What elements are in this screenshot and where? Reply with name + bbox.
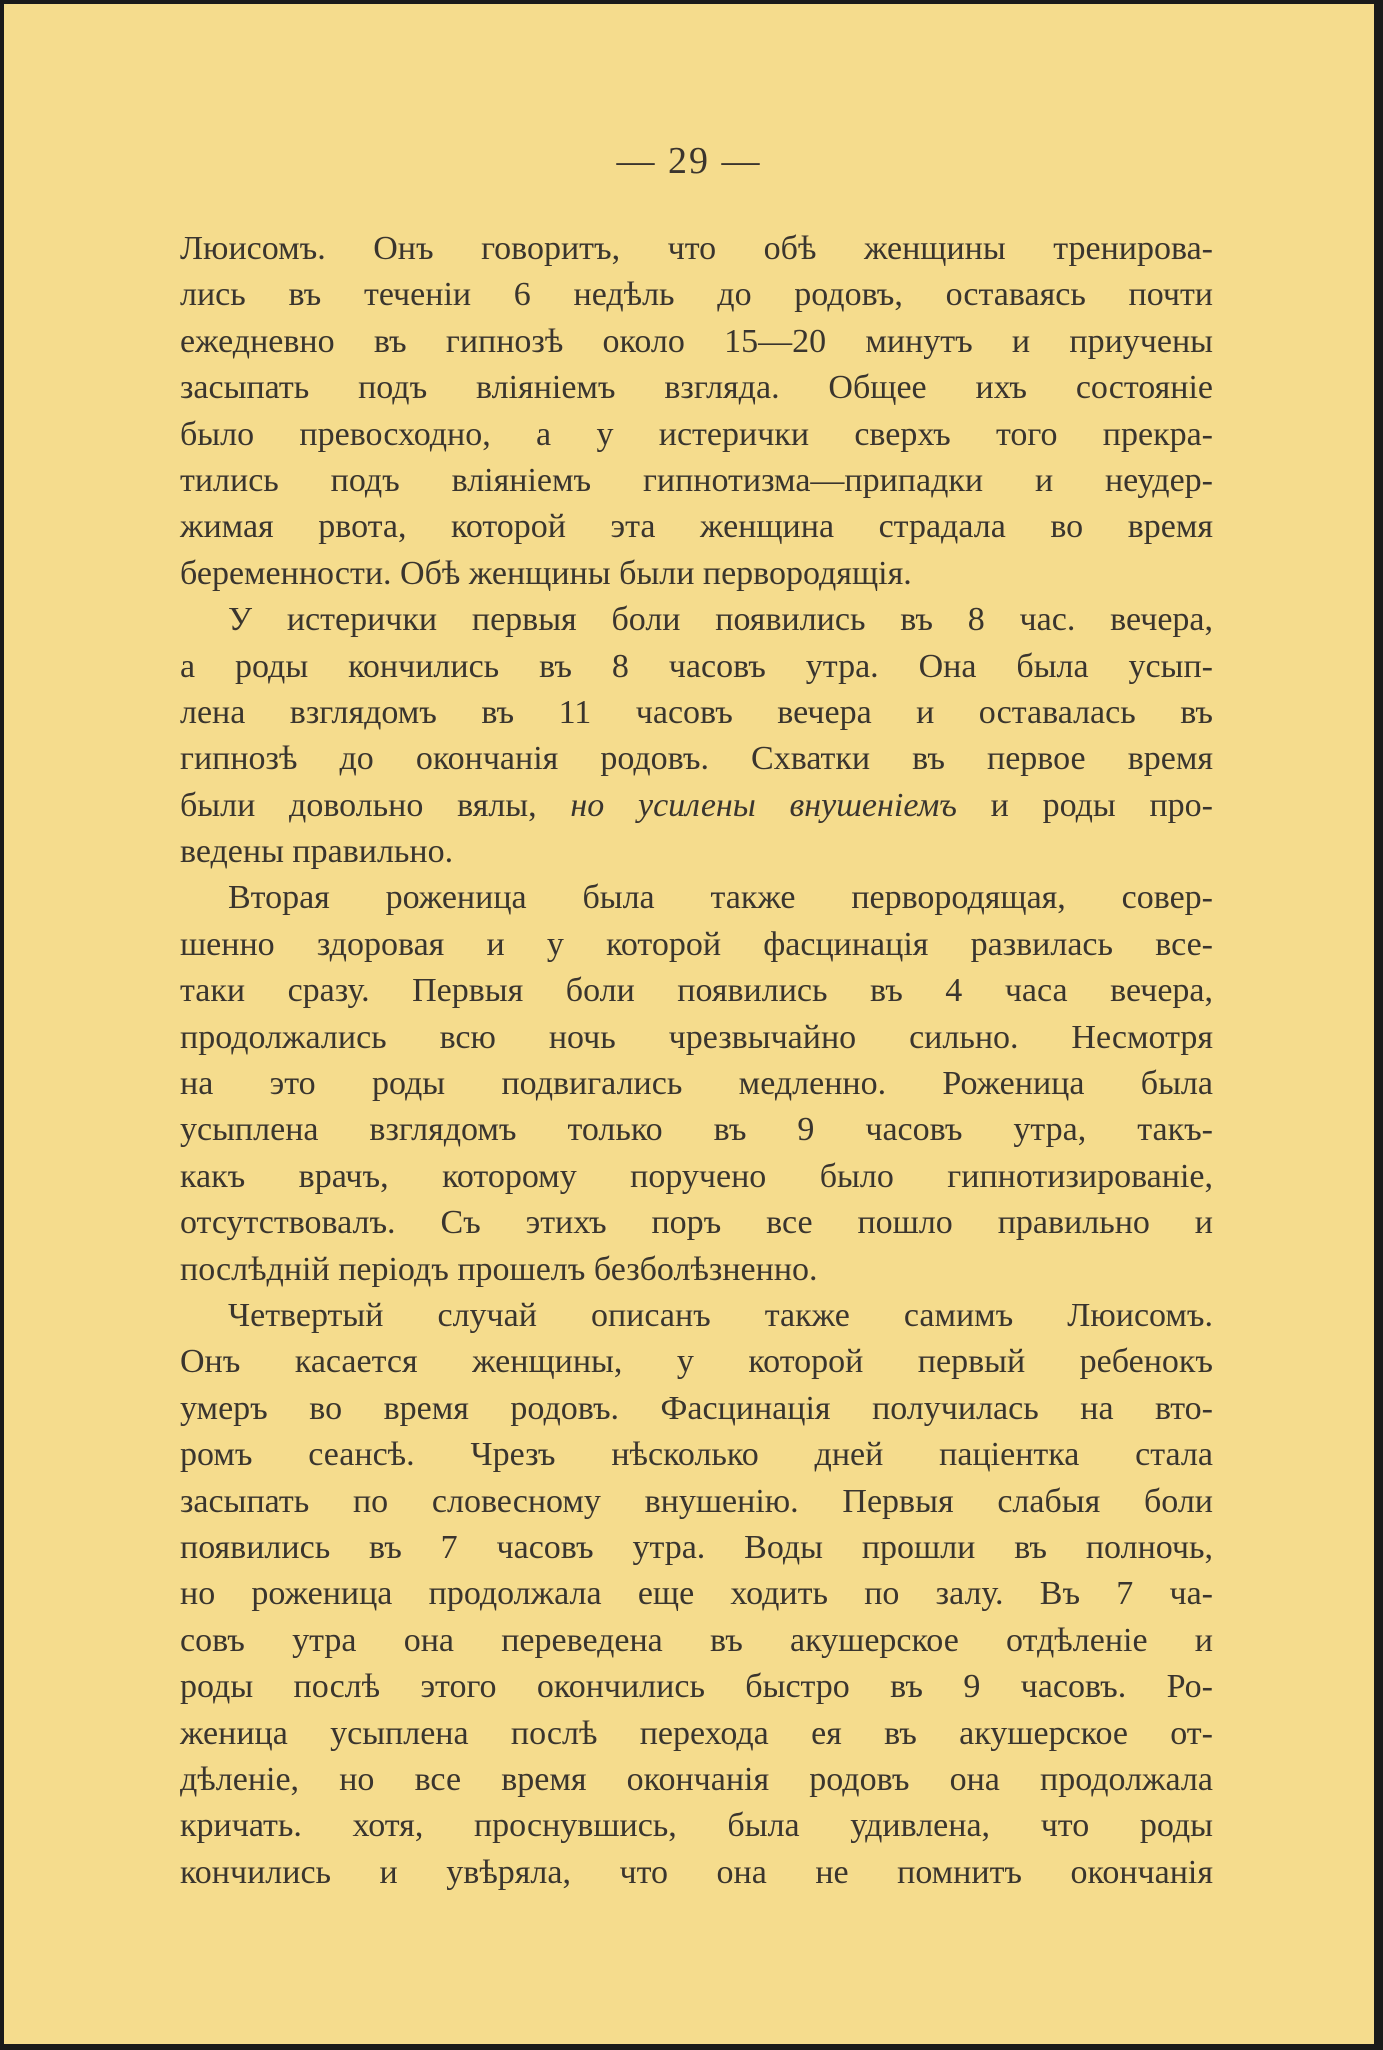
text-line: кончились и увѣряла, что она не помнитъ окончанія — [180, 1853, 1213, 1891]
text-line: Четвертый случай описанъ также самимъ Люисомъ. — [228, 1296, 1213, 1334]
text-line: роды послѣ этого окончились быстро въ 9 часовъ. Ро- — [180, 1668, 1213, 1706]
text-line: ведены правильно. — [180, 833, 454, 871]
text-line: на это роды подвигались медленно. Роженица была — [180, 1065, 1213, 1103]
text-line: отсутствовалъ. Съ этихъ поръ все пошло правильно и — [180, 1204, 1213, 1242]
text-line: послѣдній періодъ прошелъ безболѣзненно. — [180, 1250, 818, 1288]
text-line: лена взглядомъ въ 11 часовъ вечера и оставалась въ — [180, 693, 1213, 731]
text-line: дѣленіе, но все время окончанія родовъ она продолжала — [180, 1760, 1213, 1798]
body-text — [180, 226, 1213, 1896]
book-page — [4, 4, 1374, 2044]
text-segment: были довольно вялы, — [180, 786, 571, 824]
text-line: шенно здоровая и у которой фасцинація развилась все- — [180, 925, 1213, 963]
text-segment: и роды про- — [956, 786, 1213, 824]
text-line: Онъ касается женщины, у которой первый ребенокъ — [180, 1343, 1213, 1381]
text-line: усыплена взглядомъ только въ 9 часовъ утра, такъ- — [180, 1111, 1213, 1149]
text-line: а роды кончились въ 8 часовъ утра. Она была усып- — [180, 647, 1213, 685]
text-line: ежедневно въ гипнозѣ около 15—20 минутъ и приучены — [180, 322, 1213, 360]
text-line: таки сразу. Первыя боли появились въ 4 часа вечера, — [180, 972, 1213, 1010]
text-line: У истерички первыя боли появились въ 8 час. вечера, — [228, 601, 1213, 639]
text-line: совъ утра она переведена въ акушерское отдѣленіе и — [180, 1621, 1213, 1659]
text-line: кричать. хотя, проснувшись, была удивлена, что роды — [180, 1807, 1213, 1845]
text-line: ромъ сеансѣ. Чрезъ нѣсколько дней паціентка стала — [180, 1436, 1213, 1474]
text-line: но роженица продолжала еще ходить по залу. Въ 7 ча- — [180, 1575, 1213, 1613]
text-line: женица усыплена послѣ перехода ея въ акушерское от- — [180, 1714, 1213, 1752]
text-line — [180, 783, 1213, 829]
text-line: тились подъ вліяніемъ гипнотизма—припадки и неудер- — [180, 461, 1213, 499]
text-line: Люисомъ. Онъ говоритъ, что обѣ женщины тренирова- — [180, 230, 1213, 267]
text-line: продолжались всю ночь чрезвычайно сильно. Несмотря — [180, 1018, 1213, 1056]
text-line: беременности. Обѣ женщины были первородящія. — [180, 554, 912, 592]
text-line: умеръ во время родовъ. Фасцинація получилась на вто- — [180, 1389, 1213, 1427]
text-line: какъ врачъ, которому поручено было гипнотизированіе, — [180, 1157, 1213, 1195]
text-line: появились въ 7 часовъ утра. Воды прошли въ полночь, — [180, 1528, 1213, 1566]
text-line: лись въ теченіи 6 недѣль до родовъ, оставаясь почти — [180, 276, 1213, 314]
text-line: Вторая роженица была также первородящая, совер- — [228, 879, 1213, 917]
text-line: было превосходно, а у истерички сверхъ того прекра- — [180, 415, 1213, 453]
italic-emphasis: но усилены внушеніемъ — [570, 786, 957, 824]
text-line: засыпать подъ вліяніемъ взгляда. Общее ихъ состояніе — [180, 369, 1213, 407]
text-line: жимая рвота, которой эта женщина страдала во время — [180, 508, 1213, 546]
page-number: — 29 — — [616, 140, 762, 182]
text-line: гипнозѣ до окончанія родовъ. Схватки въ первое время — [180, 740, 1213, 778]
text-line: засыпать по словесному внушенію. Первыя слабыя боли — [180, 1482, 1213, 1520]
